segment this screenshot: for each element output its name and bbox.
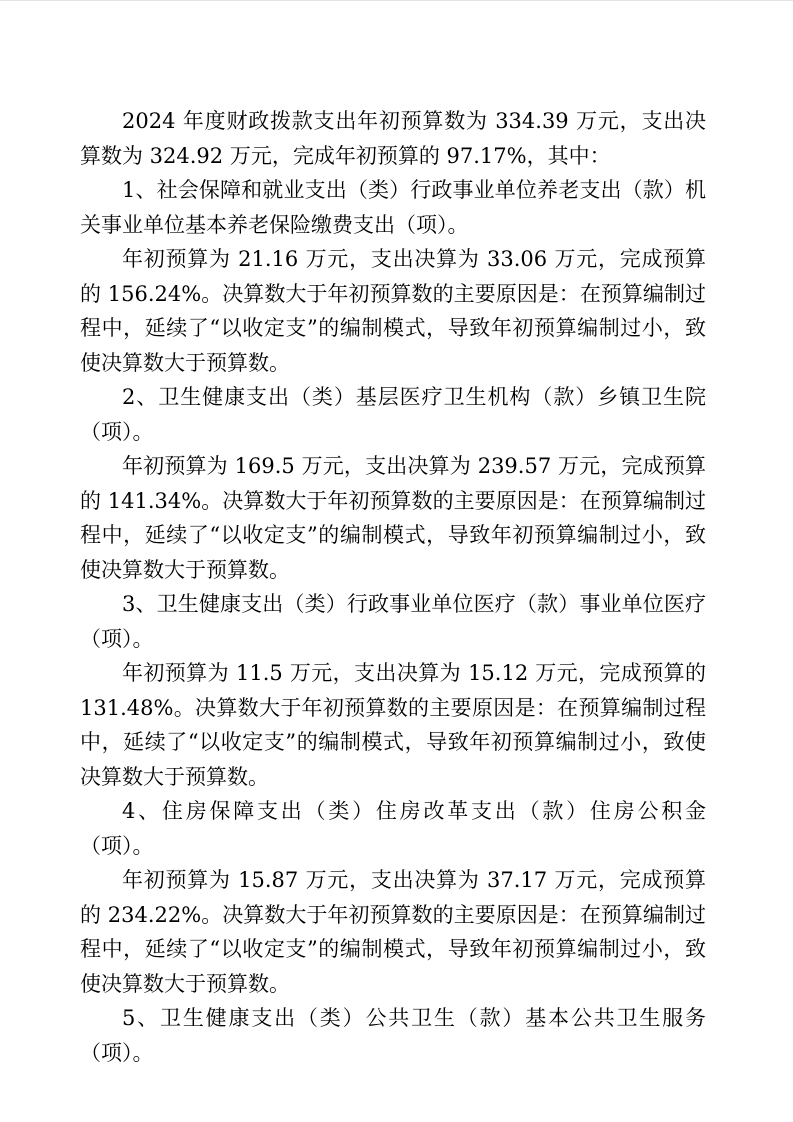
- paragraph-item-4-detail: 年初预算为 15.87 万元，支出决算为 37.17 万元，完成预算的 234.22%。决算数大于年初预算数的主要原因是：在预算编制过程中，延续了“以收定支”的编制模式，导致年初预算编制过小，致使决算数大于预算数。: [80, 868, 706, 996]
- paragraph-intro: 2024 年度财政拨款支出年初预算数为 334.39 万元，支出决算数为 324.92 万元，完成年初预算的 97.17%，其中：: [80, 109, 706, 168]
- paragraph-item-1-title: 1、社会保障和就业支出（类）行政事业单位养老支出（款）机关事业单位基本养老保险缴费支出（项）。: [80, 178, 706, 237]
- paragraph-item-3-detail: 年初预算为 11.5 万元，支出决算为 15.12 万元，完成预算的 131.48%。决算数大于年初预算数的主要原因是：在预算编制过程中，延续了“以收定支”的编制模式，导致年初预算编制过小，致使决算数大于预算数。: [80, 661, 706, 789]
- paragraph-item-1-detail: 年初预算为 21.16 万元，支出决算为 33.06 万元，完成预算的 156.24%。决算数大于年初预算数的主要原因是：在预算编制过程中，延续了“以收定支”的编制模式，导致年初预算编制过小，致使决算数大于预算数。: [80, 247, 706, 375]
- paragraph-item-5-title: 5、卫生健康支出（类）公共卫生（款）基本公共卫生服务（项）。: [80, 1006, 706, 1065]
- document-body: [80, 104, 706, 1070]
- paragraph-item-2-title: 2、卫生健康支出（类）基层医疗卫生机构（款）乡镇卫生院（项）。: [80, 385, 706, 444]
- paragraph-item-3-title: 3、卫生健康支出（类）行政事业单位医疗（款）事业单位医疗（项）。: [80, 592, 706, 651]
- paragraph-item-4-title: 4、住房保障支出（类）住房改革支出（款）住房公积金（项）。: [80, 799, 706, 858]
- paragraph-item-2-detail: 年初预算为 169.5 万元，支出决算为 239.57 万元，完成预算的 141.34%。决算数大于年初预算数的主要原因是：在预算编制过程中，延续了“以收定支”的编制模式，导致年初预算编制过小，致使决算数大于预算数。: [80, 454, 706, 582]
